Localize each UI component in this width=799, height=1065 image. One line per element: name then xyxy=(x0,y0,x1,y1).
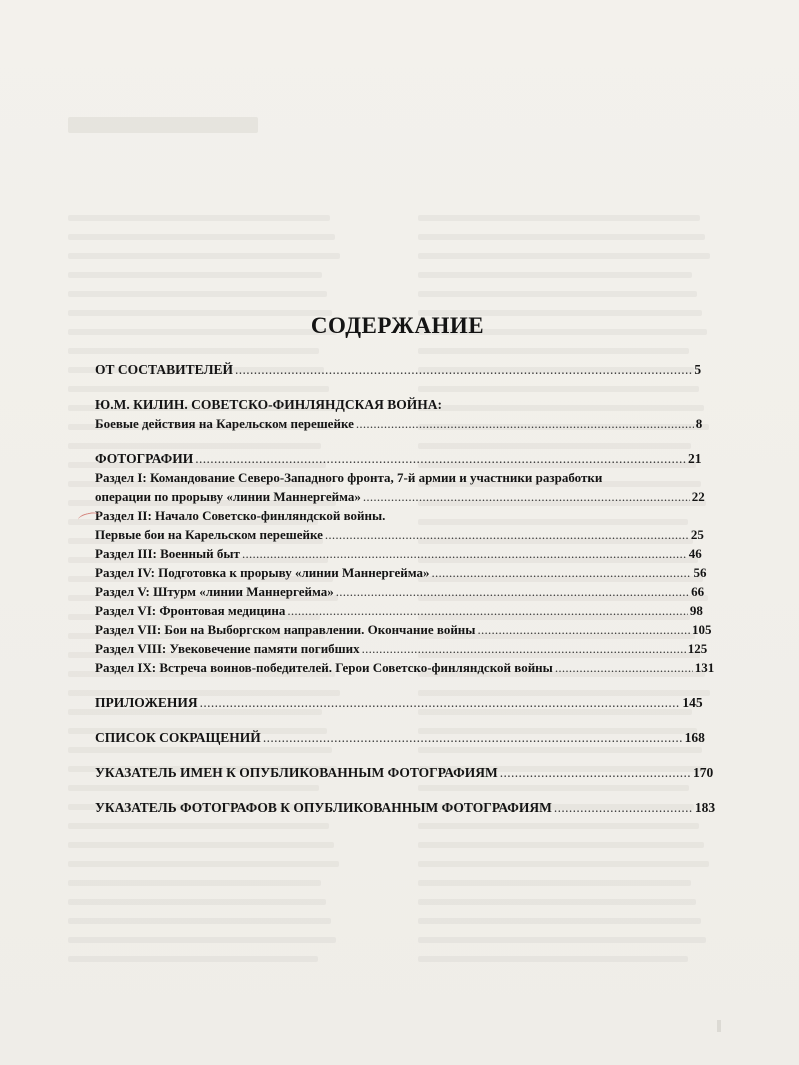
toc-entry-kilin-heading: Ю.М. КИЛИН. СОВЕТСКО-ФИНЛЯНДСКАЯ ВОЙНА: xyxy=(95,397,442,412)
bleed-through-line xyxy=(418,899,696,905)
bleed-through-line xyxy=(68,215,330,221)
bleed-through-line xyxy=(418,253,710,259)
toc-entry-section-2-line1: Раздел II: Начало Советско-финляндской войны. xyxy=(95,508,386,523)
bleed-through-line xyxy=(68,272,322,278)
toc-entry-from-compilers[interactable]: ОТ СОСТАВИТЕЛЕЙ . . . 5 xyxy=(95,360,700,379)
toc-title: СОДЕРЖАНИЕ xyxy=(310,313,485,338)
bleed-through-line xyxy=(68,918,331,924)
toc-entry-section-8[interactable]: Раздел VIII: Увековечение памяти погибших . . . 125 xyxy=(95,639,700,658)
bleed-through-line xyxy=(68,899,326,905)
table-of-contents xyxy=(95,312,716,817)
toc-entry-abbreviations[interactable]: СПИСОК СОКРАЩЕНИЙ . . . 168 xyxy=(95,728,700,747)
bleed-through-line xyxy=(68,956,318,962)
bleed-through-line xyxy=(68,234,335,240)
bleed-through-line xyxy=(418,234,705,240)
toc-entry-section-1[interactable]: операции по прорыву «линии Маннергейма» . . . 22 xyxy=(95,487,700,506)
bleed-through-line xyxy=(68,823,329,829)
toc-entry-kilin-article[interactable]: Боевые действия на Карельском перешейке . . . 8 xyxy=(95,414,700,433)
bleed-through-line xyxy=(68,253,340,259)
bleed-through-heading xyxy=(68,117,258,133)
toc-entry-appendices[interactable]: ПРИЛОЖЕНИЯ . . . 145 xyxy=(95,693,700,712)
bleed-through-line xyxy=(68,842,334,848)
toc-entry-section-2[interactable]: Первые бои на Карельском перешейке . . . 25 xyxy=(95,525,700,544)
bleed-through-line xyxy=(68,937,336,943)
toc-entry-photographs[interactable]: ФОТОГРАФИИ . . . 21 xyxy=(95,449,700,468)
bleed-through-line xyxy=(418,918,701,924)
bleed-through-line xyxy=(418,861,709,867)
bleed-through-line xyxy=(418,823,699,829)
toc-entry-section-9[interactable]: Раздел IX: Встреча воинов-победителей. Герои Советско-финляндской войны . . . 131 xyxy=(95,658,700,677)
bleed-through-line xyxy=(68,880,321,886)
bleed-through-line xyxy=(418,215,700,221)
bleed-through-line xyxy=(418,272,692,278)
toc-entry-section-3[interactable]: Раздел III: Военный быт . . . 46 xyxy=(95,544,700,563)
toc-entry-section-4[interactable]: Раздел IV: Подготовка к прорыву «линии Маннергейма» . . . 56 xyxy=(95,563,700,582)
bleed-through-line xyxy=(68,291,327,297)
bleed-through-line xyxy=(418,956,688,962)
toc-entry-section-6[interactable]: Раздел VI: Фронтовая медицина . . . 98 xyxy=(95,601,700,620)
toc-entry-section-7[interactable]: Раздел VII: Бои на Выборгском направлении. Окончание войны . . . 105 xyxy=(95,620,700,639)
toc-entry-index-names[interactable]: УКАЗАТЕЛЬ ИМЕН К ОПУБЛИКОВАННЫМ ФОТОГРАФИЯМ . . . 170 xyxy=(95,763,700,782)
toc-entry-section-1-line1: Раздел I: Командование Северо-Западного фронта, 7-й армии и участники разработки xyxy=(95,470,603,485)
toc-entry-section-5[interactable]: Раздел V: Штурм «линии Маннергейма» . . . 66 xyxy=(95,582,700,601)
toc-entry-index-photographers[interactable]: УКАЗАТЕЛЬ ФОТОГРАФОВ К ОПУБЛИКОВАННЫМ ФОТОГРАФИЯМ . . . 183 xyxy=(95,798,700,817)
page-edge-mark xyxy=(717,1020,721,1032)
bleed-through-line xyxy=(418,880,691,886)
bleed-through-line xyxy=(418,937,706,943)
bleed-through-line xyxy=(68,861,339,867)
bleed-through-line xyxy=(418,291,697,297)
bleed-through-line xyxy=(418,842,704,848)
